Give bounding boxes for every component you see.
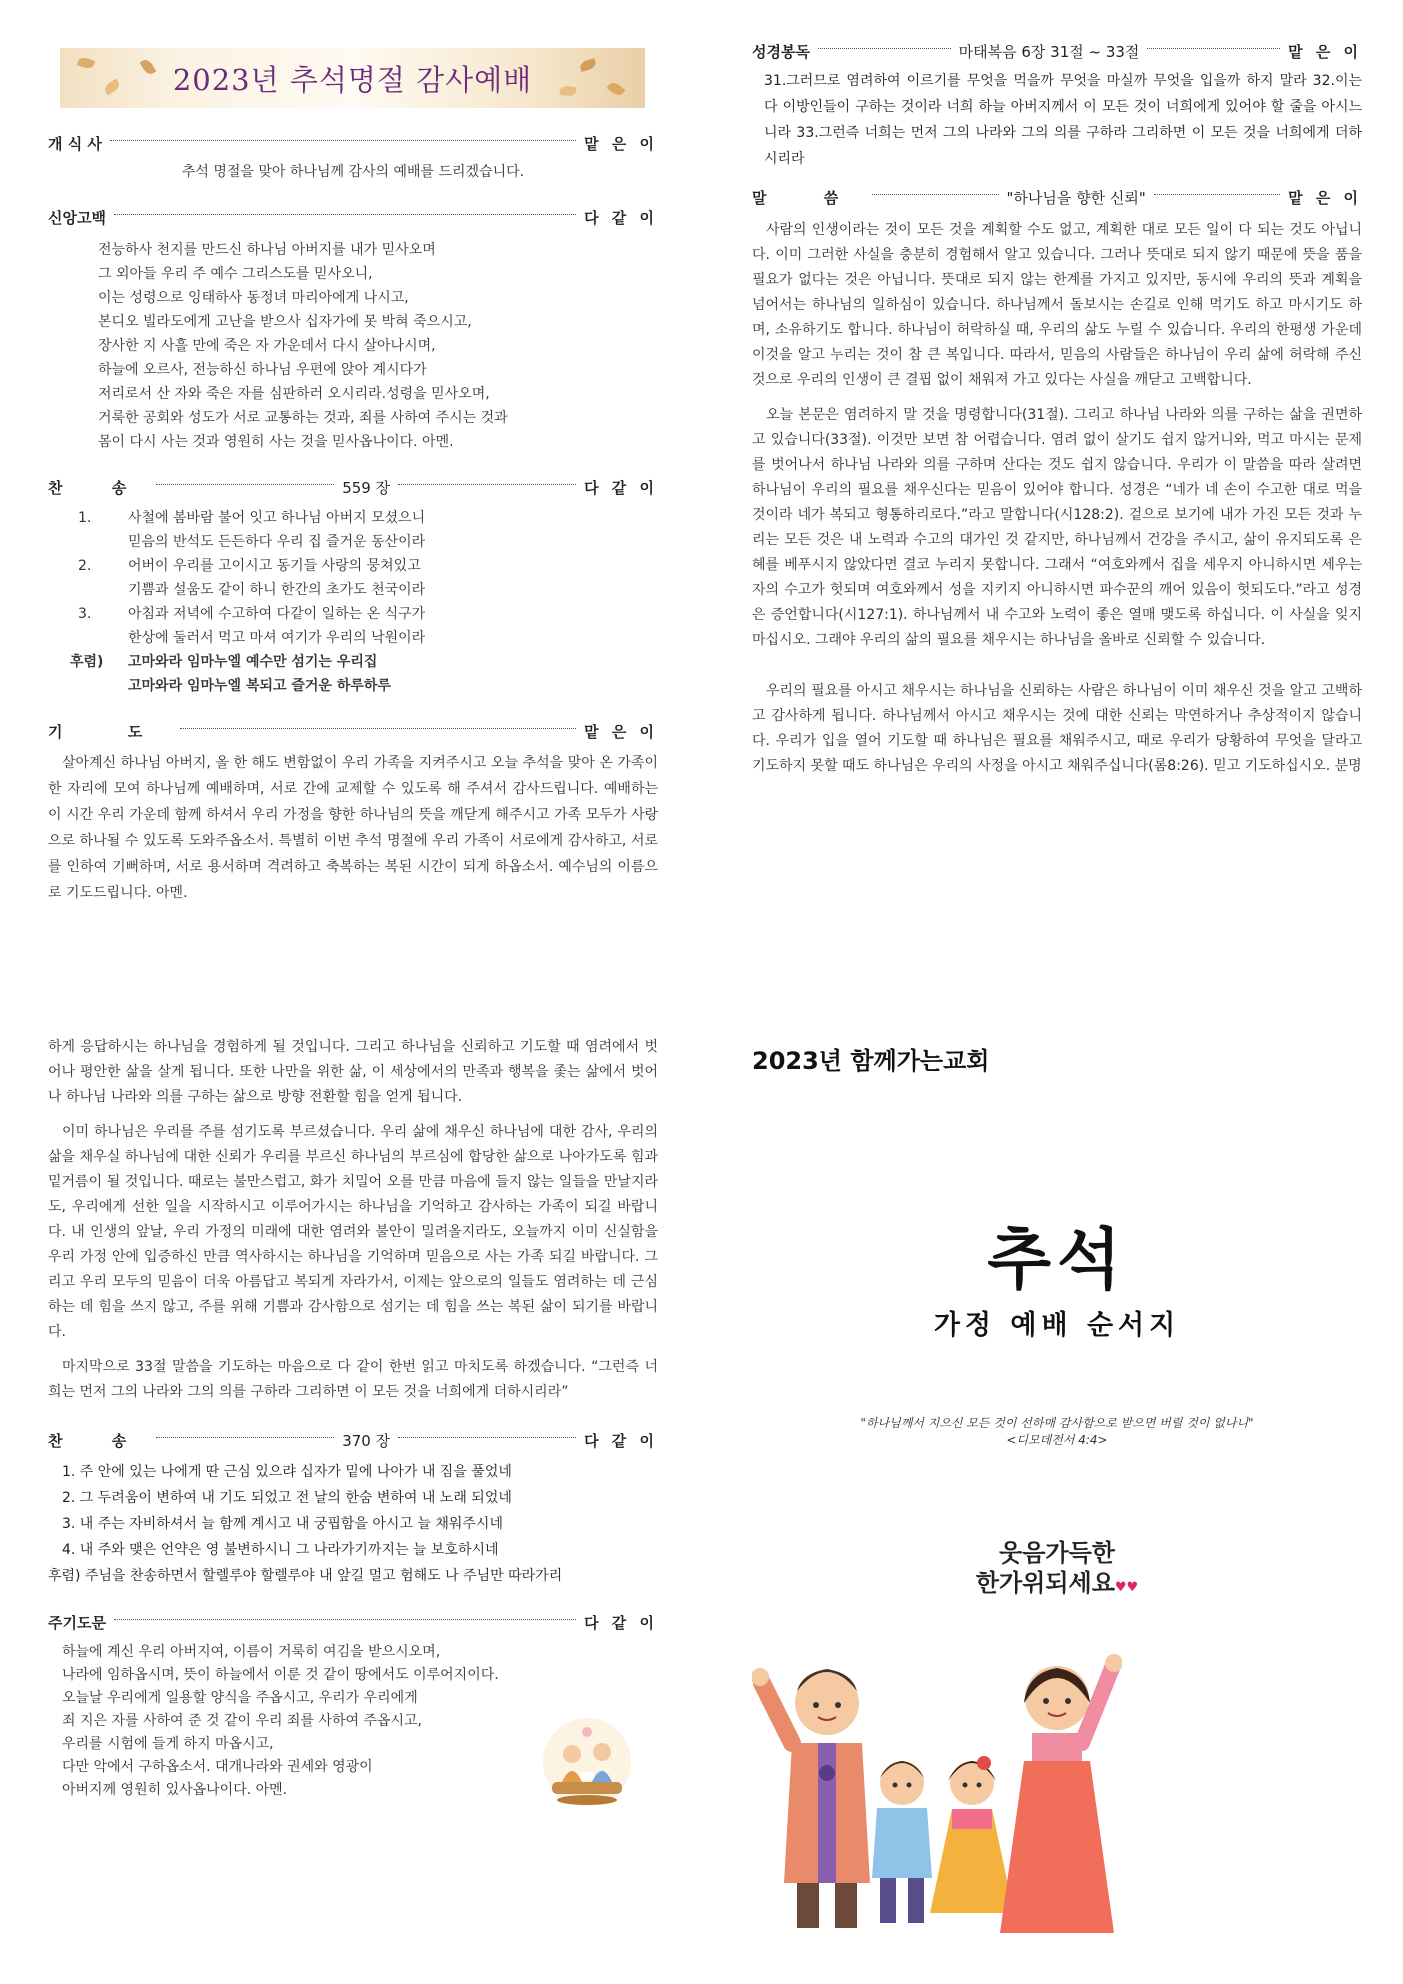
prayer-line: 아버지께 영원히 있사옵나이다. 아멘. — [62, 1782, 288, 1798]
prayer-line: 하늘에 계신 우리 아버지여, 이름이 거룩히 여김을 받으시오며, — [62, 1644, 441, 1660]
heart-icon: ♥♥ — [1114, 1580, 1139, 1595]
sermon-paragraph: 사람의 인생이라는 것이 모든 것을 계획할 수도 없고, 계획한 대로 모든 일이 다 되는 것도 아닙니다. 이미 그러한 사실을 충분히 경험해서 알고 있습니다. 그러나 뜻대로 되지 않기 때문에 뜻을 품을 필요가 없다는 것은 아닙니다. 뜻대로 되지 않는 한계를 가지고 있지만, 동시에 우리의 뜻과 계획을 넘어서는 하나님의 일하심이 있습니다. 하나님께서 돌보시는 손길로 인해 먹기도 하고 마시기도 하며, 소유하기도 합니다. 하나님이 허락하실 때, 우리의 삶도 누릴 수 있습니다. 우리의 한평생 가운데 이것을 알고 누리는 것이 참 큰 복입니다. 따라서, 믿음의 사람들은 하나님이 우리 삶에 허락해 주신 것으로 우리의 인생이 큰 결핍 없이 채워져 가고 있다는 사실을 깨닫고 고백합니다. — [752, 222, 1362, 388]
opening-label: 개 식 사 — [48, 134, 102, 153]
hymn-verse — [48, 506, 658, 554]
hymn-verse — [48, 554, 658, 602]
creed-section — [48, 206, 658, 454]
sermon-paragraph: 우리의 필요를 아시고 채우시는 하나님을 신뢰하는 사람은 하나님이 이미 채우신 것을 알고 고백하고 감사하게 됩니다. 하나님께서 아시고 채우시는 것에 대한 신뢰는 막연하거나 추상적이지 않습니다. 우리가 입을 열어 기도할 때 하나님은 필요를 채워주시고, 때로 우리가 당황하여 무엇을 달라고 기도하지 못할 때도 하나님은 우리의 사정을 아시고 채워주십니다(롬8:26). 믿고 기도하십시오. 분명 — [752, 683, 1362, 774]
leader-dots — [114, 1619, 576, 1620]
cover-subtitle: 가정 예배 순서지 — [933, 1310, 1181, 1341]
creed-text — [98, 238, 658, 454]
reading-label: 성경봉독 — [752, 42, 810, 61]
leader-dots — [872, 194, 998, 195]
creed-label: 신앙고백 — [48, 208, 106, 227]
leader-dots — [114, 214, 576, 215]
hymn-370-lyrics — [48, 1459, 658, 1589]
hymn-line: 후렴) 주님을 찬송하면서 할렐루야 할렐루야 내 앞길 멀고 험해도 나 주님만 따라가리 — [48, 1568, 563, 1584]
hymn-559-section — [48, 476, 658, 698]
leader-dots — [1147, 48, 1280, 49]
sermon-title: "하나님을 향한 신뢰" — [1006, 188, 1146, 207]
sermon-continued — [48, 1035, 658, 1824]
lords-prayer-leader: 다 같 이 — [584, 1613, 658, 1632]
scripture-quote-reference: <디모데전서 4:4> — [1006, 1433, 1108, 1447]
hymn-number: 559 장 — [342, 478, 391, 497]
scripture-text: 31.그러므로 염려하여 이르기를 무엇을 먹을까 무엇을 마실까 무엇을 입을까 하지 말라 32.이는 다 이방인들이 구하는 것이라 너희 하늘 아버지께서 이 모든 것이 너희에게 있어야 할 줄을 아시느니라 33.그런즉 너희는 먼저 그의 나라와 그의 의를 구하라 그리하면 이 모든 것을 너희에게 더하시리라 — [764, 73, 1363, 167]
reading-section — [752, 40, 1362, 172]
reading-reference: 마태복음 6장 31절 ~ 33절 — [958, 42, 1140, 61]
leader-dots — [110, 140, 576, 141]
prayer-label: 기 도 — [48, 722, 173, 741]
sermon-paragraph: 오늘 본문은 염려하지 말 것을 명령합니다(31절). 그리고 하나님 나라와 의를 구하는 삶을 권면하고 있습니다(33절). 이것만 보면 참 어렵습니다. 염려 없이 살기도 쉽지 않거니와, 먹고 마시는 문제를 벗어나서 하나님 나라와 의를 구하며 산다는 것도 쉽지 않습니다. 우리가 이 말씀을 따라 살려면 하나님이 우리의 필요를 채우신다는 믿음이 있어야 합니다. 성경은 “네가 네 손이 수고한 대로 먹을 것이라 네가 복되고 형통하리로다.”라고 말합니다(시128:2). 겉으로 보기에 내가 가진 모든 것과 누리는 모든 것은 내 노력과 수고의 대가인 것 같지만, 하나님께서 건강을 주시고, 삶이 유지되도록 은혜를 베푸시지 않았다면 결코 누리지 못합니다. 그래서 “여호와께서 집을 세우지 아니하시면 세우는 자의 수고가 헛되며 여호와께서 성을 지키지 아니하시면 파수꾼의 깨어 있음이 헛되도다.”라고 성경은 증언합니다(시127:1). 하나님께서 내 수고와 노력이 좋은 열매 맺도록 하십니다. 이 사실을 잊지 마십시오. 그래야 우리의 삶의 필요를 채우시는 하나님을 올바로 신뢰할 수 있습니다. — [752, 407, 1362, 648]
hymn-line: 1. 주 안에 있는 나에게 딴 근심 있으랴 십자가 밑에 나아가 내 짐을 풀었네 — [62, 1464, 512, 1480]
sermon-section — [752, 186, 1362, 779]
leader-dots — [818, 48, 951, 49]
verse-number: 3. — [78, 606, 92, 622]
family-hanbok-illustration — [752, 1613, 1122, 1953]
hymn-label: 찬 송 — [48, 478, 149, 497]
sermon-right — [752, 40, 1362, 801]
page-title: 2023년 추석명절 감사예배 — [172, 62, 533, 97]
sermon-paragraph: 마지막으로 33절 말씀을 기도하는 마음으로 다 같이 한번 읽고 마치도록 하겠습니다. “그런즉 너희는 먼저 그의 나라와 그의 의를 구하라 그리하면 이 모든 것을 너희에게 더하시리라” — [48, 1359, 658, 1400]
verse-line: 아침과 저녁에 수고하여 다같이 일하는 온 식구가 — [128, 606, 426, 622]
creed-line: 전능하사 천지를 만드신 하나님 아버지를 내가 믿사오며 — [98, 242, 436, 258]
prayer-line: 오늘날 우리에게 일용할 양식을 주옵시고, 우리가 우리에게 — [62, 1690, 418, 1706]
hymn-line: 2. 그 두려움이 변하여 내 기도 되었고 전 날의 한숨 변하여 내 노래 되었네 — [62, 1490, 512, 1506]
order-of-service-left — [48, 40, 658, 928]
hymn-559-header — [48, 476, 658, 498]
leader-dots — [156, 1437, 334, 1438]
hymn-refrain — [48, 650, 658, 698]
prayer-line: 다만 악에서 구하옵소서. 대개나라와 권세와 영광이 — [62, 1759, 373, 1775]
title-banner — [60, 48, 645, 108]
cover-panel — [752, 1035, 1362, 1957]
hymn-line: 3. 내 주는 자비하셔서 늘 함께 계시고 내 궁핍함을 아시고 늘 채워주시네 — [62, 1516, 503, 1532]
hymn-number: 370 장 — [342, 1431, 391, 1450]
sermon-header — [752, 186, 1362, 208]
greeting-line: 한가위되세요 — [975, 1569, 1115, 1597]
creed-line: 그 외아들 우리 주 예수 그리스도를 믿사오니, — [98, 266, 373, 282]
opening-section — [48, 132, 658, 184]
creed-line: 하늘에 오르사, 전능하신 하나님 우편에 앉아 계시다가 — [98, 362, 427, 378]
reading-leader: 맡 은 이 — [1288, 42, 1362, 61]
prayer-section — [48, 720, 658, 906]
creed-leader: 다 같 이 — [584, 208, 658, 227]
refrain-label: 후렴) — [70, 654, 104, 670]
opening-header — [48, 132, 658, 154]
prayer-line: 우리를 시험에 들게 하지 마옵시고, — [62, 1736, 274, 1752]
refrain-line: 고마와라 임마누엘 복되고 즐거운 하루하루 — [128, 678, 391, 694]
prayer-line: 나라에 임하옵시며, 뜻이 하늘에서 이룬 것 같이 땅에서도 이루어지이다. — [62, 1667, 499, 1683]
hymn-line: 4. 내 주와 맺은 언약은 영 불변하시니 그 나라가기까지는 늘 보호하시네 — [62, 1542, 499, 1558]
prayer-text: 살아계신 하나님 아버지, 올 한 해도 변함없이 우리 가족을 지켜주시고 오늘 추석을 맞아 온 가족이 한 자리에 모여 하나님께 예배하며, 서로 간에 교제할 수 있도록 해 주셔서 감사드립니다. 예배하는 이 시간 우리 가운데 함께 하셔서 우리 가정을 향한 하나님의 뜻을 깨닫게 해주시고 가족 모두가 사랑으로 하나될 수 있도록 도와주옵소서. 특별히 이번 추석 명절에 우리 가족이 서로에게 감사하고, 서로를 인하여 기뻐하며, 서로 용서하며 격려하고 축복하는 복된 시간이 되게 하옵소서. 예수님의 이름으로 기도드립니다. 아멘. — [48, 755, 658, 901]
leader-dots — [398, 1437, 576, 1438]
hymn-leader: 다 같 이 — [584, 1431, 659, 1450]
cover-title: 추석 — [987, 1220, 1127, 1298]
opening-leader: 맡 은 이 — [584, 134, 658, 153]
sermon-paragraph: 하게 응답하시는 하나님을 경험하게 될 것입니다. 그리고 하나님을 신뢰하고 기도할 때 염려에서 벗어나 평안한 삶을 살게 됩니다. 또한 나만을 위한 삶, 이 세상에서의 만족과 행복을 좇는 삶에서 벗어나 하나님 나라와 의를 구하는 삶으로 방향 전환할 힘을 얻게 됩니다. — [48, 1039, 658, 1105]
refrain-line: 고마와라 임마누엘 예수만 섬기는 우리집 — [128, 654, 378, 670]
verse-line: 어버이 우리를 고이시고 동기들 사랑의 뭉쳐있고 — [128, 558, 421, 574]
church-name: 2023년 함께가는교회 — [752, 1047, 990, 1075]
hymn-370-header — [48, 1429, 658, 1451]
sermon-leader: 맡 은 이 — [1288, 188, 1363, 207]
lords-prayer-label: 주기도문 — [48, 1613, 106, 1632]
sermon-label: 말 씀 — [752, 188, 865, 207]
hymn-559-lyrics — [48, 506, 658, 698]
verse-line: 믿음의 반석도 든든하다 우리 집 즐거운 동산이라 — [128, 534, 426, 550]
creed-line: 몸이 다시 사는 것과 영원히 사는 것을 믿사옵나이다. 아멘. — [98, 434, 454, 450]
leader-dots — [180, 728, 576, 729]
lords-prayer-section — [48, 1611, 658, 1802]
scripture-quote: "하나님께서 지으신 모든 것이 선하매 감사함으로 받으면 버릴 것이 없나니" — [860, 1416, 1254, 1430]
hymn-370-section — [48, 1429, 658, 1589]
verse-line: 사철에 봄바람 불어 잇고 하나님 아버지 모셨으니 — [128, 510, 426, 526]
hymn-label: 찬 송 — [48, 1431, 149, 1450]
creed-line: 저리로서 산 자와 죽은 자를 심판하러 오시리라.성령을 믿사오며, — [98, 386, 490, 402]
opening-text: 추석 명절을 맞아 하나님께 감사의 예배를 드리겠습니다. — [181, 164, 525, 180]
verse-line: 한상에 둘러서 먹고 마셔 여기가 우리의 낙원이라 — [128, 630, 426, 646]
family-prayer-illustration — [542, 1712, 632, 1812]
sermon-paragraph: 이미 하나님은 우리를 주를 섬기도록 부르셨습니다. 우리 삶에 채우신 하나님에 대한 감사, 우리의 삶을 채우실 하나님에 대한 신뢰가 우리를 부르신 하나님의 부르심에 합당한 삶으로 나아가도록 힘과 밑거름이 될 것입니다. 때로는 불만스럽고, 화가 치밀어 오를 만큼 마음에 들지 않는 일들을 만날지라도, 우리에게 선한 일을 시작하시고 이루어가시는 하나님을 기억하고 감사하는 가족이 되길 바랍니다. 내 인생의 앞날, 우리 가정의 미래에 대한 염려와 불안이 밀려올지라도, 오늘까지 이미 신실함을 우리 가정 안에 입증하신 만큼 역사하시는 하나님을 기억하며 믿음으로 사는 가족 되길 바랍니다. 그리고 우리 모두의 믿음이 더욱 아름답고 복되게 자라가서, 이제는 앞으로의 일들도 염려하는 데 근심하는 데 힘을 쓰지 않고, 주를 위해 기쁨과 감사함으로 섬기는 데 힘을 쓰는 복된 삶이 되기를 바랍니다. — [48, 1124, 658, 1340]
creed-line: 본디오 빌라도에게 고난을 받으사 십자가에 못 박혀 죽으시고, — [98, 314, 472, 330]
hymn-verse — [48, 602, 658, 650]
creed-line: 거룩한 공회와 성도가 서로 교통하는 것과, 죄를 사하여 주시는 것과 — [98, 410, 508, 426]
creed-header — [48, 206, 658, 228]
greeting-line: 웃음가득한 — [999, 1539, 1115, 1567]
verse-line: 기쁨과 설움도 같이 하니 한간의 초가도 천국이라 — [128, 582, 426, 598]
leader-dots — [156, 484, 334, 485]
verse-number: 1. — [78, 510, 92, 526]
lords-prayer-header — [48, 1611, 658, 1633]
leader-dots — [1154, 194, 1280, 195]
reading-header — [752, 40, 1362, 62]
creed-line: 이는 성령으로 잉태하사 동정녀 마리아에게 나시고, — [98, 290, 409, 306]
verse-number: 2. — [78, 558, 92, 574]
prayer-header — [48, 720, 658, 742]
prayer-line: 죄 지은 자를 사하여 준 것 같이 우리 죄를 사하여 주옵시고, — [62, 1713, 423, 1729]
hymn-leader: 다 같 이 — [584, 478, 659, 497]
prayer-leader: 맡 은 이 — [584, 722, 658, 741]
greeting — [752, 1538, 1362, 1603]
creed-line: 장사한 지 사흘 만에 죽은 자 가운데서 다시 살아나시며, — [98, 338, 436, 354]
leader-dots — [398, 484, 576, 485]
